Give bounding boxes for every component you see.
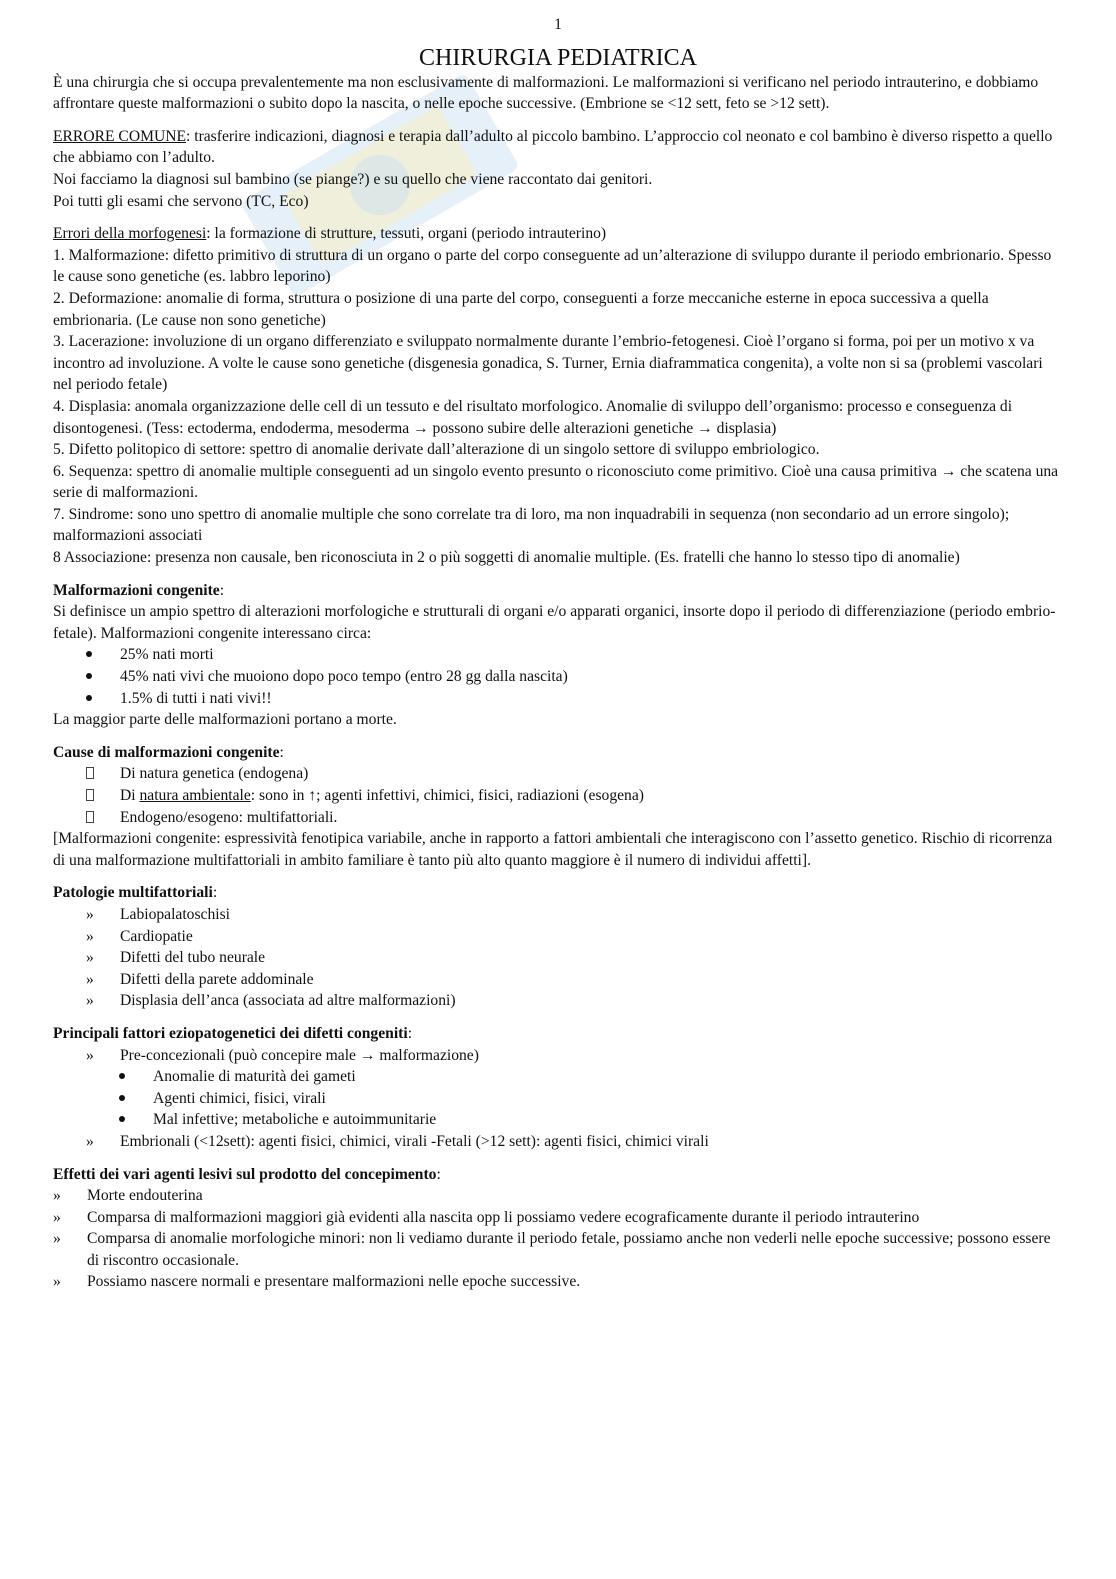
list-item: 1.5% di tutti i nati vivi!! [53,688,1063,710]
arrow-bullet-icon: » [53,1208,61,1226]
cause-heading-line: Cause di malformazioni congenite: [53,743,284,761]
patologie-heading: Patologie multifattoriali [53,884,213,902]
list-item: 25% nati morti [53,644,1063,666]
effetti-section [53,1164,1063,1294]
fattori-section [53,1023,1063,1153]
arrow-bullet-icon: » [86,1046,94,1064]
arrow-bullet-icon: » [86,970,94,988]
errore-line-3: Poi tutti gli esami che servono (TC, Eco) [53,192,309,210]
list-item: Agenti chimici, fisici, virali [53,1088,1063,1110]
list-item: » Possiamo nascere normali e presentare malformazioni nelle epoche successive. [53,1271,1063,1293]
errore-comune-label: ERRORE COMUNE [53,127,186,145]
list-item: » Morte endouterina [53,1185,1063,1207]
arrow-bullet-icon: » [86,992,94,1010]
list-item: » Pre-concezionali (può concepire male → malformazione) [53,1045,1063,1067]
list-item: » Difetti del tubo neurale [53,947,1063,969]
malformazioni-closing: La maggior parte delle malformazioni portano a morte. [53,711,397,729]
errore-comune-section [53,126,1063,212]
list-item: » Difetti della parete addominale [53,969,1063,991]
list-item: Di natura genetica (endogena) [53,763,1063,785]
bullet-dot-icon [119,1109,125,1131]
bullet-dot-icon [119,1066,125,1088]
page-number: 1 [554,16,562,33]
effetti-heading: Effetti dei vari agenti lesivi sul prodotto del concepimento [53,1165,437,1183]
malformazioni-text: Si definisce un ampio spettro di alterazioni morfologiche e strutturali di organi e/o apparati organici, insorte dopo il periodo di differenziazione (periodo embrio-fetale). Malformazioni congenite interessano circa: [53,603,1056,642]
effetti-list [53,1185,1063,1293]
malformazioni-section [53,580,1063,731]
morfogenesi-item: 3. Lacerazione: involuzione di un organo differenziato e sviluppato normalmente durante l’embrio-fetogenesi. Cioè l’organo si forma, poi per un motivo x va incontro ad involuzione. A volte le cause sono genetiche (disgenesia gonadica, S. Turner, Ernia diaframmatica congenita), a volte non si sa (problemi vascolari nel periodo fetale) [53,333,1043,394]
list-item: » Comparsa di malformazioni maggiori già evidenti alla nascita opp li possiamo vedere ecograficamente durante il periodo intrauterino [53,1207,1063,1229]
effetti-heading-line: Effetti dei vari agenti lesivi sul prodotto del concepimento: [53,1165,441,1183]
cause-heading: Cause di malformazioni congenite [53,743,280,761]
fattori-list [53,1045,1063,1153]
fattori-heading: Principali fattori eziopatogenetici dei difetti congeniti [53,1024,408,1042]
list-item: » Cardiopatie [53,926,1063,948]
cause-note: [Malformazioni congenite: espressività fenotipica variabile, anche in rapporto a fattori ambientali che interagiscono con l’assetto genetico. Rischio di ricorrenza di una malformazione multifattoriali in ambito familiare è tanto più alto quanto maggiore è il numero di individui affetti]. [53,830,1053,869]
checkbox-bullet-icon [86,785,94,807]
cause-section [53,742,1063,872]
list-item: Anomalie di maturità dei gameti [53,1066,1063,1088]
morfogenesi-item: 5. Difetto politopico di settore: spettro di anomalie derivate dall’alterazione di un singolo settore di sviluppo embriologico. [53,441,820,459]
arrow-bullet-icon: » [86,1132,94,1150]
errore-comune-line [53,126,1063,169]
arrow-bullet-icon: » [53,1230,61,1248]
bullet-dot-icon [86,666,92,688]
arrow-bullet-icon: » [86,949,94,967]
morfogenesi-item: 6. Sequenza: spettro di anomalie multiple conseguenti ad un singolo evento presunto o riconosciuto come primitivo. Cioè una causa primitiva → che scatena una serie di malformazioni. [53,462,1059,502]
malformazioni-heading: Malformazioni congenite [53,581,220,599]
bullet-dot-icon [86,644,92,666]
list-item: Endogeno/esogeno: multifattoriali. [53,807,1063,829]
list-item: 45% nati vivi che muoiono dopo poco tempo (entro 28 gg dalla nascita) [53,666,1063,688]
morfogenesi-item: 1. Malformazione: difetto primitivo di struttura di un organo o parte del corpo conseguente ad un’alterazione di sviluppo durante il periodo embrionario. Spesso le cause sono genetiche (es. labbro leporino) [53,246,1052,286]
document-page [53,14,1063,1304]
checkbox-bullet-icon [86,807,94,829]
arrow-bullet-icon: » [53,1187,61,1205]
arrow-bullet-icon: » [53,1273,61,1291]
malformazioni-list [53,644,1063,709]
list-item: » Comparsa di anomalie morfologiche minori: non li vediamo durante il periodo fetale, possiamo anche non vederli nelle epoche successive; possono essere di riscontro occasionale. [53,1230,1051,1269]
morfogenesi-item: 2. Deformazione: anomalie di forma, struttura o posizione di una parte del corpo, conseguenti a forze meccaniche esterne in epoca successiva a quella embrionaria. (Le cause non sono genetiche) [53,289,989,329]
bullet-dot-icon [119,1088,125,1110]
page-title: CHIRURGIA PEDIATRICA [418,44,697,71]
morfogenesi-item: 7. Sindrome: sono uno spettro di anomalie multiple che sono correlate tra di loro, ma non inquadrabili in sequenza (non secondario ad un errore singolo); malformazioni associati [53,505,1010,545]
errore-line-2: Noi facciamo la diagnosi sul bambino (se piange?) e su quello che viene raccontato dai genitori. [53,170,653,188]
arrow-bullet-icon: » [86,927,94,945]
list-item: Di natura ambientale: sono in ↑; agenti infettivi, chimici, fisici, radiazioni (esogena) [53,785,1063,807]
fattori-heading-line: Principali fattori eziopatogenetici dei difetti congeniti: [53,1024,413,1042]
morfogenesi-text: : la formazione di strutture, tessuti, organi (periodo intrauterino) [206,225,607,243]
cause-list [53,763,1063,828]
morfogenesi-label: Errori della morfogenesi [53,225,207,243]
intro-paragraph: È una chirurgia che si occupa prevalentemente ma non esclusivamente di malformazioni. Le malformazioni si verificano nel periodo intrauterino, e dobbiamo affrontare queste malformazioni o subito dopo la nascita, o nelle epoche successive. (Embrione se <12 sett, feto se >12 sett). [53,73,1039,113]
morfogenesi-item: 8 Associazione: presenza non causale, ben riconosciuta in 2 o più soggetti di anomalie multiple. (Es. fratelli che hanno lo stesso tipo di anomalie) [53,549,960,567]
list-item: Mal infettive; metaboliche e autoimmunitarie [53,1109,1063,1131]
arrow-bullet-icon: » [86,905,94,923]
checkbox-bullet-icon [86,763,94,785]
patologie-heading-line: Patologie multifattoriali: [53,884,218,902]
morfogenesi-line [53,223,1063,245]
list-item: » Displasia dell’anca (associata ad altre malformazioni) [53,990,1063,1012]
list-item: » Embrionali (<12sett): agenti fisici, chimici, virali -Fetali (>12 sett): agenti fisici, chimici virali [53,1131,1063,1153]
errore-comune-text: : trasferire indicazioni, diagnosi e terapia dall’adulto al piccolo bambino. L’approccio col neonato e col bambino è diverso rispetto a quello che abbiamo con l’adulto. [53,127,1053,167]
patologie-section [53,882,1063,1012]
morfogenesi-item: 4. Displasia: anomala organizzazione delle cell di un tessuto e del risultato morfologico. Anomalie di sviluppo dell’organismo: processo e conseguenza di disontogenesi. (Tess: ectoderma, endoderma, mesoderma → possono subire delle alterazioni genetiche → displasia) [53,397,1013,437]
list-item: » Labiopalatoschisi [53,904,1063,926]
bullet-dot-icon [86,688,92,710]
patologie-list [53,904,1063,1012]
malformazioni-heading-line: Malformazioni congenite: [53,581,225,599]
morfogenesi-section [53,223,1063,569]
